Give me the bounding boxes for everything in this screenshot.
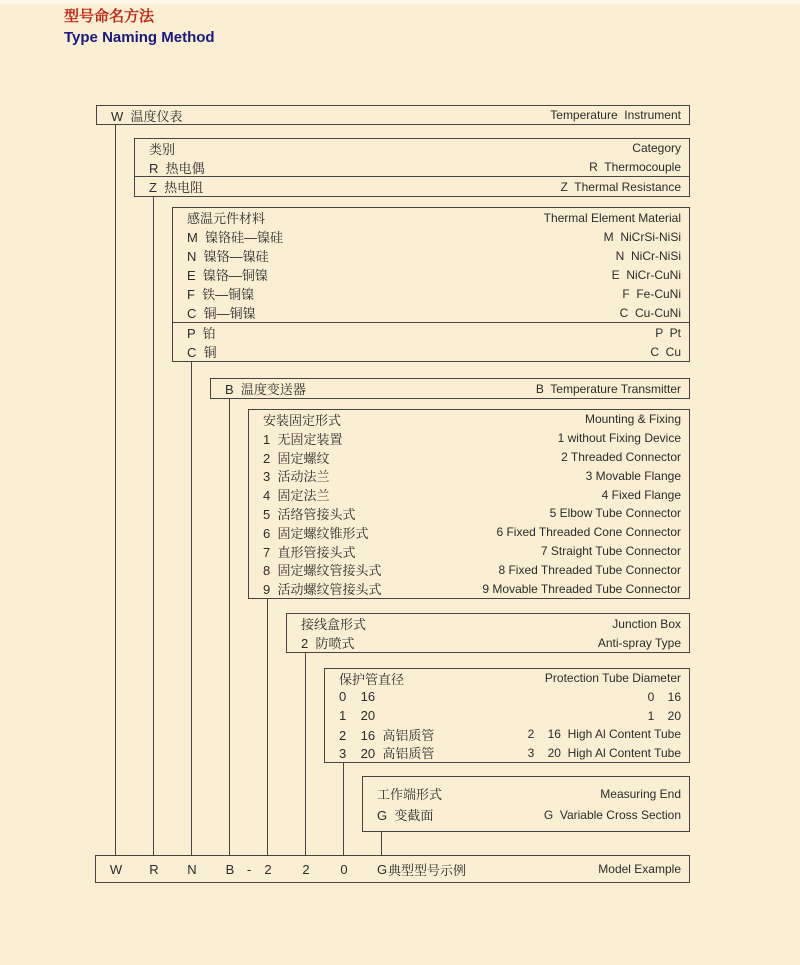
row-nicr-cuni-cn: E 镍铬—铜镍 [187, 268, 268, 283]
row-instrument-cn: W 温度仪表 [111, 108, 183, 124]
box-temperature-instrument [96, 105, 690, 125]
row-cu-cuni [173, 303, 689, 322]
row-nicr-cuni-en: E NiCr-CuNi [611, 267, 681, 282]
connector-line-tube [343, 763, 344, 855]
connector-line-n [191, 362, 192, 855]
row-fix-3-cn: 3 活动法兰 [263, 469, 330, 485]
row-measuring-header [363, 783, 689, 804]
row-tube-0-en: 0 16 [647, 689, 681, 704]
model-char-g: G [376, 861, 388, 877]
row-fix-4 [249, 485, 689, 504]
model-char-dash: - [246, 861, 252, 877]
row-instrument [97, 106, 689, 124]
row-tube-2-cn: 2 16 高铝质管 [339, 727, 435, 743]
row-nicrsi-nisi-cn: M 镍铬硅—镍硅 [187, 230, 284, 245]
row-cu-cn: C 铜 [187, 345, 217, 360]
row-category-header-cn: 类别 [149, 141, 176, 157]
row-junction-header-en: Junction Box [612, 616, 681, 631]
row-fix-4-cn: 4 固定法兰 [263, 488, 330, 504]
row-fe-cuni [173, 284, 689, 303]
row-fix-1-cn: 1 无固定装置 [263, 431, 343, 447]
row-fix-1 [249, 429, 689, 448]
row-material-header-en: Thermal Element Material [543, 210, 681, 225]
box-mounting-fixing [248, 409, 690, 599]
row-mounting-header-en: Mounting & Fixing [584, 412, 681, 427]
connector-line-r [153, 197, 154, 855]
model-char-b: B [225, 861, 235, 877]
row-nicr-nisi-en: N NiCr-NiSi [615, 248, 681, 263]
top-edge-highlight [0, 0, 800, 4]
row-tube-0 [325, 688, 689, 707]
row-fix-2 [249, 448, 689, 467]
row-measuring-g-en: G Variable Cross Section [543, 807, 681, 822]
row-fix-6-en: 6 Fixed Threaded Cone Connector [496, 525, 681, 540]
model-char-r: R [149, 861, 159, 877]
row-fix-4-en: 4 Fixed Flange [601, 487, 681, 502]
connector-line-b [229, 399, 230, 855]
row-instrument-en: Temperature Instrument [550, 108, 681, 122]
row-measuring-header-cn: 工作端形式 [377, 787, 443, 802]
row-mounting-header-cn: 安装固定形式 [263, 412, 342, 428]
row-fix-2-cn: 2 固定螺纹 [263, 450, 330, 466]
row-junction-header-cn: 接线盒形式 [301, 617, 367, 632]
model-char-w: W [109, 861, 123, 877]
row-tube-header-en: Protection Tube Diameter [544, 671, 681, 686]
connector-line-mounting [267, 599, 268, 855]
connector-line-w [115, 125, 116, 855]
row-nicrsi-nisi-en: M NiCrSi-NiSi [603, 229, 681, 244]
row-fix-8-cn: 8 固定螺纹管接头式 [263, 563, 382, 579]
box-category [134, 138, 690, 197]
row-pt-en: P Pt [655, 325, 681, 340]
row-fix-7-en: 7 Straight Tube Connector [540, 543, 681, 558]
model-example-label-en: Model Example [598, 862, 681, 876]
row-measuring-g-cn: G 变截面 [377, 808, 434, 823]
model-example-label-cn: 典型型号示例 [388, 862, 467, 878]
row-thermal-resistance-cn: Z 热电阻 [149, 180, 204, 196]
row-fix-7-cn: 7 直形管接头式 [263, 544, 356, 560]
row-transmitter [211, 379, 689, 398]
row-thermocouple-en: R Thermocouple [589, 160, 681, 174]
row-tube-2 [325, 725, 689, 744]
row-junction-header [287, 614, 689, 633]
row-category-header [135, 139, 689, 158]
row-nicrsi-nisi [173, 227, 689, 246]
row-tube-0-cn: 0 16 [339, 689, 376, 705]
row-junction-2 [287, 633, 689, 652]
row-tube-1-en: 1 20 [647, 708, 681, 723]
row-thermocouple-cn: R 热电偶 [149, 160, 205, 176]
row-cu-cuni-en: C Cu-CuNi [619, 305, 681, 320]
connector-line-junction [305, 653, 306, 855]
row-fix-9 [249, 579, 689, 598]
row-thermal-resistance-en: Z Thermal Resistance [560, 179, 681, 194]
row-transmitter-cn: B 温度变送器 [225, 382, 306, 397]
page-title-en: Type Naming Method [64, 29, 215, 46]
row-nicr-nisi [173, 246, 689, 265]
model-char-2b: 2 [302, 861, 310, 877]
row-fe-cuni-cn: F 铁—铜镍 [187, 287, 255, 302]
row-fix-3 [249, 466, 689, 485]
row-fix-5 [249, 504, 689, 523]
row-fix-8-en: 8 Fixed Threaded Tube Connector [498, 562, 681, 577]
row-pt [173, 322, 689, 342]
row-tube-2-en: 2 16 High Al Content Tube [527, 727, 681, 742]
row-fix-9-en: 9 Movable Threaded Tube Connector [482, 581, 681, 596]
row-transmitter-en: B Temperature Transmitter [535, 381, 681, 396]
box-junction-box [286, 613, 690, 653]
row-tube-3-en: 3 20 High Al Content Tube [527, 745, 681, 760]
box-protection-tube-diameter [324, 668, 690, 763]
row-pt-cn: P 铂 [187, 326, 216, 341]
row-tube-header-cn: 保护管直径 [339, 671, 405, 687]
row-measuring-header-en: Measuring End [600, 786, 681, 801]
row-tube-1-cn: 1 20 [339, 708, 376, 723]
page-title [64, 6, 215, 48]
row-fix-6-cn: 6 固定螺纹锥形式 [263, 525, 369, 541]
row-material-header [173, 208, 689, 227]
row-fix-5-en: 5 Elbow Tube Connector [549, 506, 681, 521]
row-fix-7 [249, 542, 689, 561]
row-nicr-nisi-cn: N 镍铬—镍硅 [187, 249, 269, 264]
row-category-header-en: Category [632, 141, 681, 156]
page-title-cn: 型号命名方法 [64, 8, 155, 25]
row-mounting-header [249, 410, 689, 429]
row-fix-6 [249, 523, 689, 542]
row-fix-5-cn: 5 活络管接头式 [263, 506, 356, 522]
row-fix-9-cn: 9 活动螺纹管接头式 [263, 582, 382, 598]
row-tube-3 [325, 743, 689, 762]
row-fix-3-en: 3 Movable Flange [585, 468, 681, 483]
model-char-0: 0 [340, 861, 348, 877]
row-cu-cuni-cn: C 铜—铜镍 [187, 306, 256, 321]
row-cu-en: C Cu [650, 344, 681, 359]
row-tube-header [325, 669, 689, 688]
box-measuring-end [362, 776, 690, 832]
row-fix-8 [249, 560, 689, 579]
box-model-example [95, 855, 690, 883]
row-cu [173, 342, 689, 361]
row-tube-1 [325, 706, 689, 725]
row-thermocouple [135, 158, 689, 177]
row-material-header-cn: 感温元件材料 [187, 211, 266, 226]
row-fix-1-en: 1 without Fixing Device [557, 431, 681, 446]
row-nicr-cuni [173, 265, 689, 284]
row-fix-2-en: 2 Threaded Connector [561, 450, 681, 464]
model-char-2a: 2 [264, 861, 272, 877]
box-temperature-transmitter [210, 378, 690, 399]
box-thermal-element-material [172, 207, 690, 362]
row-fe-cuni-en: F Fe-CuNi [622, 286, 681, 301]
row-junction-2-en: Anti-spray Type [597, 635, 681, 650]
row-thermal-resistance [135, 176, 689, 196]
row-junction-2-cn: 2 防喷式 [301, 636, 355, 651]
connector-line-g [381, 832, 382, 855]
row-measuring-g [363, 804, 689, 825]
model-char-n: N [187, 861, 197, 877]
row-tube-3-cn: 3 20 高铝质管 [339, 746, 435, 762]
